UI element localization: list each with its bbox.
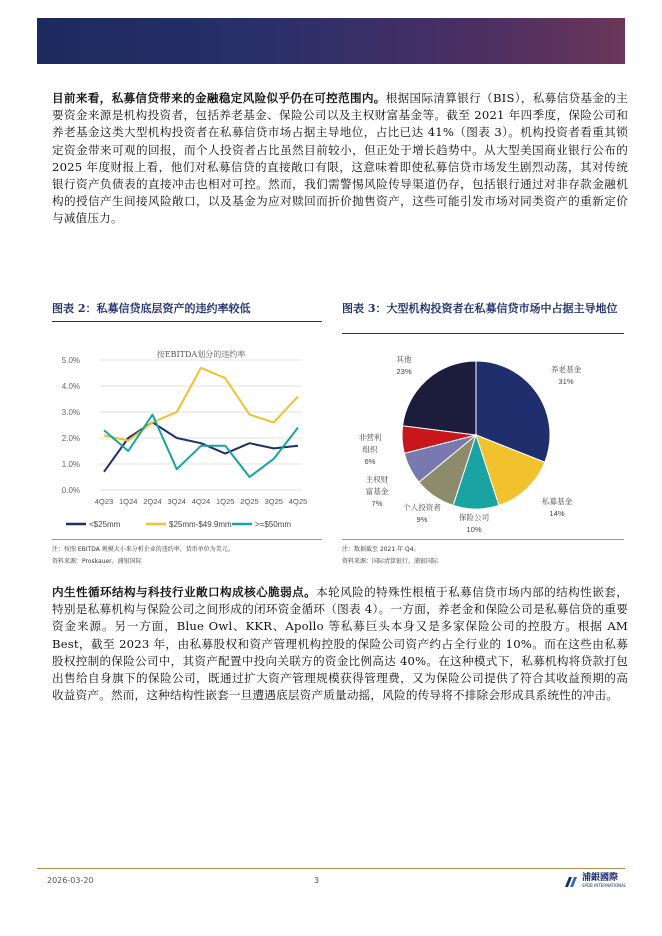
footer-date: 2026-03-20 [47, 876, 94, 885]
page-number: 3 [314, 876, 320, 885]
paragraph-2-body: 本轮风险的特殊性根植于私募信贷市场内部的结构性嵌套，特别是私募机构与保险公司之间形成的闭环资金循环（图表 4）。一方面，养老金和保险公司是私募信贷的重要资金来源。另一方面，Blue Owl、KKR、Apollo 等私募巨头本身又是多家保险公司的控股方。根据 AM Best，截至 2023 年，由私募股权和资产管理机构控股的保险公司资产约占全行业的 10%。而在这些由私募股权控制的保险公司中，其资产配置中投向关联方的资金比例高达 40%。在这种模式下，私募机构将贷款打包出售给自身旗下的保险公司，既通过扩大资产管理规模获得管理费，又为保险公司提供了符合其收益预期的高收益资产。然而，这种结构性嵌套一旦遭遇底层资产质量动摇，风险的传导将不排除会形成具系统性的冲击。 [52, 585, 628, 703]
default-rate-line-chart [52, 336, 322, 536]
figure-2-source: 资料来源：Proskauer、浦银国际 [52, 558, 142, 565]
x-tick-label: 3Q25 [264, 497, 284, 506]
logo-english-name: SPDB INTERNATIONAL [582, 883, 627, 888]
figure-2-rule [52, 321, 322, 322]
y-tick-label: 2.0% [61, 434, 80, 443]
paragraph-1-body: 根据国际清算银行（BIS），私募信贷基金的主要资金来源是机构投资者，包括养老基金、保险公司以及主权财富基金等。截至 2021 年四季度，保险公司和养老基金这类大型机构投资者在私募信贷市场占据主导地位，占比已达 41%（图表 3）。机构投资者看重其锁定资金带来可观的回报，而个人投资者占比虽然目前较小，但正处于增长趋势中。从大型美国商业银行公布的 2025 年度财报上看，他们对私募信贷的直接敞口有限，这意味着即使私募信贷市场发生剧烈动荡，其对传统银行资产负债表的直接冲击也相对可控。然而，我们需警惕风险传导渠道仍存，包括银行通过对非存款金融机构的授信产生间接风险敞口，以及基金为应对赎回而折价抛售资产，这些可能引发市场对同类资产的重新定价与减值压力。 [52, 91, 628, 226]
chart-title: 按EBITDA划分的违约率 [156, 350, 246, 359]
logo-mark-icon [563, 874, 579, 888]
slice-percent: 9% [416, 515, 428, 524]
logo-chinese-name: 浦銀國際 [582, 873, 619, 883]
paragraph-2 [52, 584, 628, 704]
x-tick-label: 4Q23 [94, 497, 114, 506]
header-banner [37, 18, 625, 64]
x-tick-label: 1Q24 [118, 497, 138, 506]
y-tick-label: 0.0% [61, 486, 80, 495]
figure-3-title: 图表 3：大型机构投资者在私募信贷市场中占据主导地位 [342, 302, 618, 315]
figure-3-source: 资料来源：国际清算银行、浦银国际 [342, 558, 439, 565]
legend-label: <$25mm [89, 520, 121, 529]
slice-label: 私募基金 [541, 497, 573, 506]
pie-slice [403, 361, 476, 435]
slice-percent: 14% [549, 509, 565, 518]
paragraph-1-lead: 目前来看，私募信贷带来的金融稳定风险似乎仍在可控范围内。 [52, 91, 386, 105]
slice-label: 组织 [362, 445, 378, 454]
x-tick-label: 3Q24 [167, 497, 187, 506]
company-logo [563, 873, 626, 888]
y-tick-label: 3.0% [61, 408, 80, 417]
y-tick-label: 1.0% [61, 460, 80, 469]
slice-label: 主权财 [365, 475, 389, 484]
x-tick-label: 1Q25 [215, 497, 235, 506]
slice-label: 富基金 [365, 487, 389, 496]
slice-label: 其他 [396, 355, 412, 364]
y-tick-label: 5.0% [61, 356, 80, 365]
x-tick-label: 2Q25 [240, 497, 259, 506]
figure-3-note: 注：数据截至 2021 年 Q4。 [342, 546, 420, 553]
slice-label: 养老基金 [550, 365, 582, 374]
slice-percent: 6% [364, 457, 376, 466]
slice-label: 非营利 [358, 433, 382, 442]
footer-rule [37, 868, 625, 869]
x-tick-label: 4Q25 [288, 497, 308, 506]
x-tick-label: 4Q24 [191, 497, 211, 506]
y-tick-label: 4.0% [61, 382, 80, 391]
figure-3-rule [342, 333, 624, 334]
legend-label: >=$50mm [255, 520, 292, 529]
figure-2-bottom-rule [52, 539, 322, 540]
x-tick-label: 2Q24 [143, 497, 162, 506]
slice-label: 个人投资者 [403, 503, 441, 512]
slice-label: 保险公司 [458, 513, 490, 522]
slice-percent: 7% [371, 499, 383, 508]
paragraph-1 [52, 90, 628, 228]
slice-percent: 31% [558, 377, 574, 386]
figure-3-bottom-rule [342, 539, 624, 540]
figure-2-title: 图表 2：私募信贷底层资产的违约率较低 [52, 302, 251, 315]
investor-share-pie-chart [342, 338, 624, 538]
paragraph-2-lead: 内生性循环结构与科技行业敞口构成核心脆弱点。 [52, 585, 317, 599]
series-line-1 [104, 368, 298, 441]
figure-2-note: 注：按照 EBITDA 规模大小来分析企业的违约率，货币单位为美元。 [52, 546, 234, 553]
slice-percent: 23% [396, 367, 412, 376]
legend-label: $25mm-$49.9mm [169, 520, 232, 529]
slice-percent: 10% [466, 525, 482, 534]
